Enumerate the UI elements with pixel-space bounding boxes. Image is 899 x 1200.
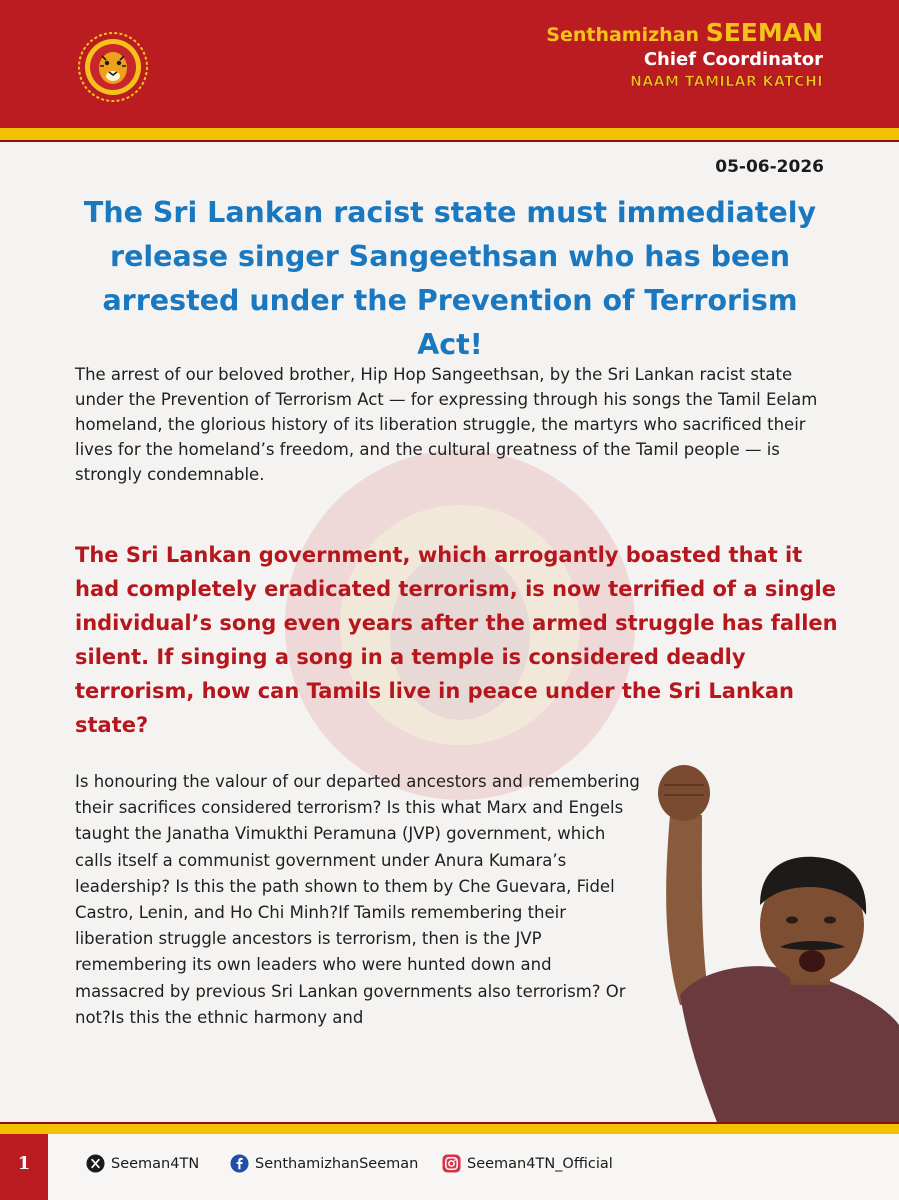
tiger-emblem-icon [78,32,148,102]
leader-photo [640,755,899,1155]
leader-role: Chief Coordinator [643,49,823,70]
social-facebook[interactable] [230,1154,418,1173]
instagram-icon [442,1154,461,1173]
x-icon [86,1154,105,1173]
footer-stripe [0,1122,899,1134]
body-paragraph-1: The arrest of our beloved brother, Hip Hop Sangeethsan, by the Sri Lankan racist state under the Prevention of Terrorism Act — for expressing through his songs the Tamil Eelam homeland, the glorious history of its liberation struggle, the martyrs who sacrificed their lives for the homeland’s freedom, and the cultural greatness of the Tamil people — is strongly condemnable. [75,365,818,484]
emphasis-paragraph: The Sri Lankan government, which arrogantly boasted that it had completely eradicated terrorism, is now terrified of a single individual’s song even years after the armed struggle has fallen silent. If singing a song in a temple is considered deadly terrorism, how can Tamils live in peace under the Sri Lankan state? [75,543,838,737]
headline: The Sri Lankan racist state must immediately release singer Sangeethsan who has been arrested under the Prevention of Terrorism Act! [83,196,817,361]
social-instagram[interactable] [442,1154,613,1173]
facebook-icon [230,1154,249,1173]
party-name: NAAM TAMILAR KATCHI [630,74,823,90]
header-text-block [546,20,823,92]
body-paragraph-3: Is honouring the valour of our departed ancestors and remembering their sacrifices considered terrorism? Is this what Marx and Engels taught the Janatha Vimukthi Peramuna (JVP) government, which calls itself a communist government under Anura Kumara’s leadership? Is this the path shown to them by Che Guevara, Fidel Castro, Lenin, and Ho Chi Minh?If Tamils remembering their liberation struggle ancestors is terrorism, then is the JVP remembering its own leaders who were hunted down and massacred by previous Sri Lankan governments also terrorism? Or not?Is this the ethnic harmony and [75,772,640,1027]
x-handle[interactable]: Seeman4TN [111,1155,200,1172]
header-stripe [0,128,899,142]
page-number: 1 [17,1153,31,1174]
facebook-handle[interactable]: SenthamizhanSeeman [255,1155,419,1172]
leader-name: Senthamizhan SEEMAN [546,18,823,47]
social-x[interactable] [86,1154,199,1173]
press-release-date: 05-06-2026 [715,157,824,177]
instagram-handle[interactable]: Seeman4TN_Official [467,1155,613,1172]
